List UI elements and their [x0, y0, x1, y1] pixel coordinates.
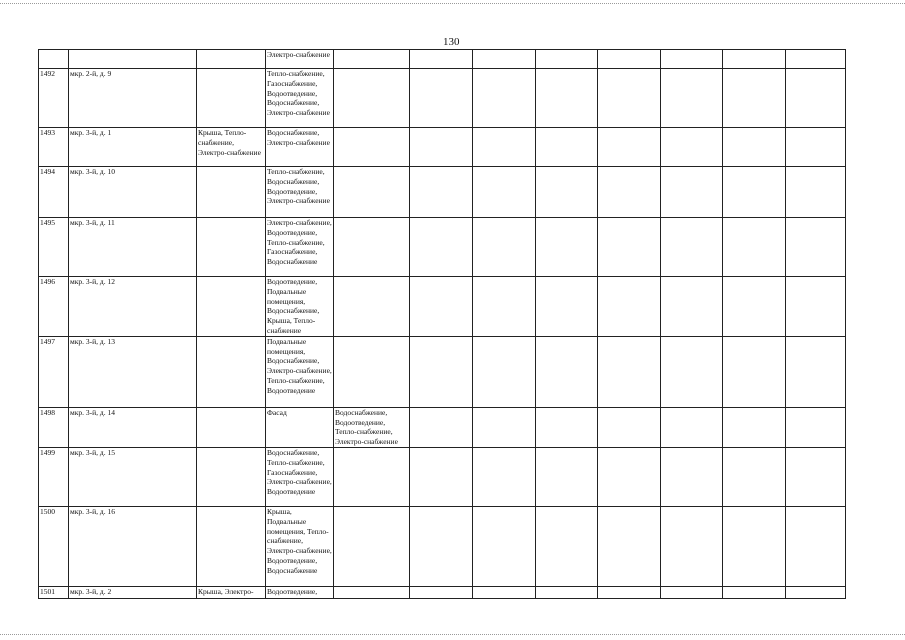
num-cell: 1497: [39, 336, 69, 407]
num-cell: 1501: [39, 586, 69, 598]
empty-cell: [723, 586, 786, 598]
empty-cell: [536, 128, 598, 167]
empty-cell: [410, 447, 473, 506]
works-cell-2: [334, 218, 410, 277]
empty-cell: [473, 506, 536, 586]
empty-cell: [661, 447, 723, 506]
works-cell-1: Водоснабжение, Электро-снабжение: [266, 128, 334, 167]
empty-cell: [473, 69, 536, 128]
works-cell-2: Водоснабжение, Водоотведение, Тепло-снабжение, Электро-снабжение: [334, 407, 410, 447]
empty-cell: [598, 69, 661, 128]
table-row: [39, 506, 846, 586]
empty-cell: [598, 167, 661, 218]
empty-cell: [536, 218, 598, 277]
empty-cell: [786, 218, 846, 277]
address-cell: мкр. 3-й, д. 1: [69, 128, 197, 167]
empty-cell: [598, 506, 661, 586]
num-cell: 1499: [39, 447, 69, 506]
empty-cell: [410, 218, 473, 277]
empty-cell: [661, 407, 723, 447]
num-cell: 1496: [39, 277, 69, 337]
table-row: [39, 277, 846, 337]
empty-cell: [723, 277, 786, 337]
works-cell-0: [197, 447, 266, 506]
empty-cell: [598, 407, 661, 447]
num-cell: 1494: [39, 167, 69, 218]
empty-cell: [536, 167, 598, 218]
empty-cell: [410, 167, 473, 218]
empty-cell: [410, 277, 473, 337]
empty-cell: [410, 69, 473, 128]
table-body: [39, 50, 846, 599]
empty-cell: [786, 586, 846, 598]
table-row: [39, 167, 846, 218]
empty-cell: [598, 586, 661, 598]
table-row: [39, 447, 846, 506]
empty-cell: [786, 277, 846, 337]
empty-cell: [786, 506, 846, 586]
empty-cell: [723, 50, 786, 69]
empty-cell: [786, 447, 846, 506]
works-cell-0: [197, 50, 266, 69]
empty-cell: [473, 336, 536, 407]
table-row: [39, 586, 846, 598]
scan-edge-bottom: [0, 634, 905, 635]
empty-cell: [723, 407, 786, 447]
num-cell: [39, 50, 69, 69]
empty-cell: [473, 447, 536, 506]
empty-cell: [786, 69, 846, 128]
empty-cell: [786, 128, 846, 167]
empty-cell: [598, 447, 661, 506]
works-cell-0: [197, 506, 266, 586]
table-row: [39, 407, 846, 447]
empty-cell: [786, 50, 846, 69]
housing-register-table: [38, 49, 846, 599]
works-cell-2: [334, 50, 410, 69]
table-row: [39, 128, 846, 167]
empty-cell: [661, 50, 723, 69]
address-cell: мкр. 3-й, д. 10: [69, 167, 197, 218]
empty-cell: [661, 506, 723, 586]
empty-cell: [723, 128, 786, 167]
empty-cell: [661, 336, 723, 407]
empty-cell: [410, 586, 473, 598]
works-cell-1: Электро-снабжение, Водоотведение, Тепло-снабжение, Газоснабжение, Водоснабжение: [266, 218, 334, 277]
empty-cell: [598, 218, 661, 277]
works-cell-1: Водоотведение,: [266, 586, 334, 598]
empty-cell: [536, 407, 598, 447]
empty-cell: [723, 506, 786, 586]
empty-cell: [473, 50, 536, 69]
works-cell-0: [197, 167, 266, 218]
works-cell-2: [334, 128, 410, 167]
empty-cell: [598, 336, 661, 407]
address-cell: мкр. 3-й, д. 15: [69, 447, 197, 506]
empty-cell: [473, 277, 536, 337]
address-cell: мкр. 3-й, д. 16: [69, 506, 197, 586]
empty-cell: [598, 50, 661, 69]
address-cell: мкр. 3-й, д. 12: [69, 277, 197, 337]
works-cell-1: Водоснабжение, Тепло-снабжение, Газоснабжение, Электро-снабжение, Водоотведение: [266, 447, 334, 506]
works-cell-2: [334, 506, 410, 586]
empty-cell: [410, 336, 473, 407]
empty-cell: [536, 447, 598, 506]
works-cell-1: Тепло-снабжение, Газоснабжение, Водоотведение, Водоснабжение, Электро-снабжение: [266, 69, 334, 128]
works-cell-0: [197, 407, 266, 447]
empty-cell: [723, 218, 786, 277]
works-cell-1: Тепло-снабжение, Водоснабжение, Водоотведение, Электро-снабжение: [266, 167, 334, 218]
empty-cell: [473, 586, 536, 598]
address-cell: [69, 50, 197, 69]
works-cell-2: [334, 69, 410, 128]
empty-cell: [536, 336, 598, 407]
table-row-partial: [39, 50, 846, 69]
page-number: 130: [443, 36, 460, 48]
empty-cell: [410, 128, 473, 167]
empty-cell: [410, 50, 473, 69]
address-cell: мкр. 3-й, д. 2: [69, 586, 197, 598]
scan-edge-top: [0, 3, 905, 4]
empty-cell: [661, 128, 723, 167]
works-cell-1: Водоотведение, Подвальные помещения, Водоснабжение, Крыша, Тепло-снабжение: [266, 277, 334, 337]
works-cell-2: [334, 586, 410, 598]
empty-cell: [473, 167, 536, 218]
works-cell-0: [197, 69, 266, 128]
empty-cell: [473, 128, 536, 167]
num-cell: 1492: [39, 69, 69, 128]
empty-cell: [661, 277, 723, 337]
empty-cell: [723, 69, 786, 128]
address-cell: мкр. 3-й, д. 11: [69, 218, 197, 277]
empty-cell: [536, 277, 598, 337]
works-cell-2: [334, 447, 410, 506]
address-cell: мкр. 3-й, д. 14: [69, 407, 197, 447]
empty-cell: [723, 336, 786, 407]
empty-cell: [473, 218, 536, 277]
num-cell: 1493: [39, 128, 69, 167]
num-cell: 1500: [39, 506, 69, 586]
empty-cell: [786, 336, 846, 407]
empty-cell: [598, 128, 661, 167]
empty-cell: [723, 167, 786, 218]
empty-cell: [661, 69, 723, 128]
address-cell: мкр. 3-й, д. 13: [69, 336, 197, 407]
works-cell-1: Подвальные помещения, Водоснабжение, Электро-снабжение, Тепло-снабжение, Водоотведение: [266, 336, 334, 407]
empty-cell: [723, 447, 786, 506]
works-cell-1: Крыша, Подвальные помещения, Тепло-снабжение, Электро-снабжение, Водоотведение, Водоснабжение: [266, 506, 334, 586]
works-cell-2: [334, 277, 410, 337]
empty-cell: [410, 506, 473, 586]
table-row: [39, 218, 846, 277]
empty-cell: [536, 50, 598, 69]
empty-cell: [786, 407, 846, 447]
empty-cell: [661, 218, 723, 277]
address-cell: мкр. 2-й, д. 9: [69, 69, 197, 128]
works-cell-0: [197, 218, 266, 277]
works-cell-0: [197, 336, 266, 407]
works-cell-2: [334, 167, 410, 218]
empty-cell: [410, 407, 473, 447]
works-cell-1: Электро-снабжение: [266, 50, 334, 69]
empty-cell: [536, 69, 598, 128]
num-cell: 1495: [39, 218, 69, 277]
table-row: [39, 336, 846, 407]
empty-cell: [661, 586, 723, 598]
works-cell-0: Крыша, Тепло-снабжение, Электро-снабжение: [197, 128, 266, 167]
empty-cell: [536, 506, 598, 586]
works-cell-0: Крыша, Электро-: [197, 586, 266, 598]
table-row: [39, 69, 846, 128]
works-cell-2: [334, 336, 410, 407]
works-cell-1: Фасад: [266, 407, 334, 447]
empty-cell: [536, 586, 598, 598]
works-cell-0: [197, 277, 266, 337]
empty-cell: [598, 277, 661, 337]
empty-cell: [661, 167, 723, 218]
empty-cell: [473, 407, 536, 447]
empty-cell: [786, 167, 846, 218]
num-cell: 1498: [39, 407, 69, 447]
